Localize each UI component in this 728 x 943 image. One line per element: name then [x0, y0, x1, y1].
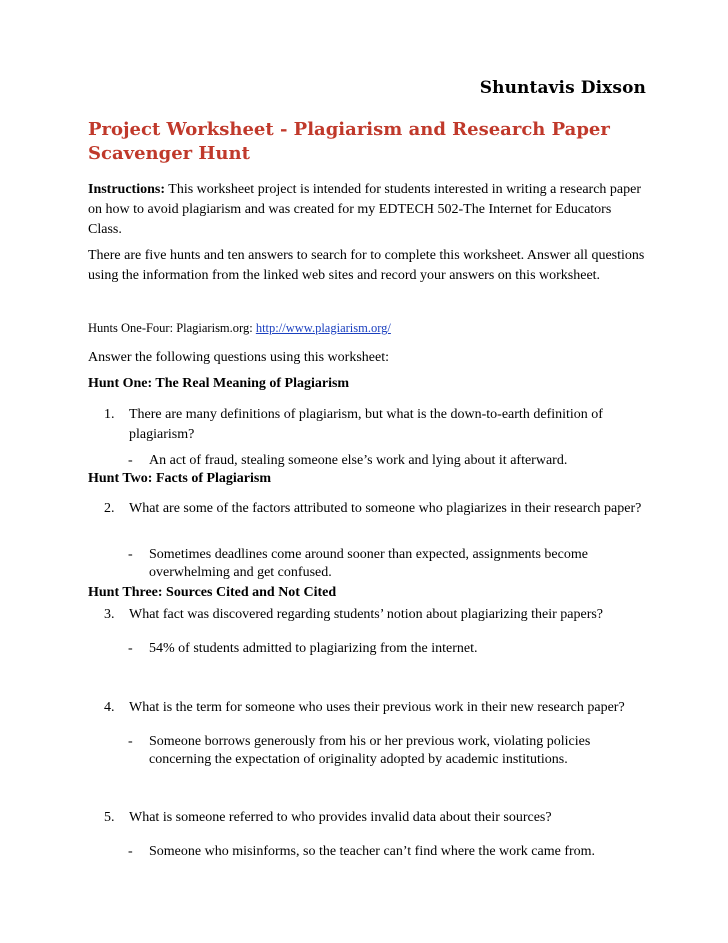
- bullet-dash: -: [128, 844, 133, 859]
- answer-text: 54% of students admitted to plagiarizing from the internet.: [149, 641, 478, 656]
- answer-text: An act of fraud, stealing someone else’s work and lying about it afterward.: [149, 453, 568, 468]
- intro-paragraph: There are five hunts and ten answers to search for to complete this worksheet. Answer all questions using the information from the linked web sites and record your answers on this worksheet.: [88, 248, 645, 283]
- hunt-two-heading: Hunt Two: Facts of Plagiarism: [88, 471, 272, 486]
- question-text: What fact was discovered regarding students’ notion about plagiarizing their papers?: [129, 607, 604, 622]
- answer-text: Someone who misinforms, so the teacher can’t find where the work came from.: [149, 844, 596, 859]
- question-number: 4.: [104, 700, 115, 715]
- question-number: 2.: [104, 501, 115, 516]
- bullet-dash: -: [128, 453, 133, 468]
- question-number: 1.: [104, 407, 115, 422]
- author-name: Shuntavis Dixson: [479, 78, 646, 98]
- bullet-dash: -: [128, 734, 133, 749]
- answer-prompt: Answer the following questions using this worksheet:: [88, 350, 389, 365]
- worksheet-title: Project Worksheet - Plagiarism and Research Paper Scavenger Hunt: [88, 119, 610, 164]
- question-number: 3.: [104, 607, 115, 622]
- bullet-dash: -: [128, 641, 133, 656]
- bullet-dash: -: [128, 547, 133, 562]
- instructions-paragraph: [88, 180, 648, 240]
- instructions-label: Instructions:: [88, 182, 166, 197]
- instructions-text: This worksheet project is intended for students interested in writing a research paper on how to avoid plagiarism and was created for my EDTECH 502-The Internet for Educators Class.: [88, 182, 642, 237]
- question-text: There are many definitions of plagiarism, but what is the down-to-earth definition of plagiarism?: [129, 407, 603, 442]
- hunts-source-label: Hunts One-Four: Plagiarism.org:: [88, 321, 256, 335]
- plagiarism-org-link[interactable]: http://www.plagiarism.org/: [255, 321, 391, 335]
- question-number: 5.: [104, 810, 115, 825]
- question-text: What are some of the factors attributed to someone who plagiarizes in their research paper?: [129, 501, 642, 516]
- hunt-three-heading: Hunt Three: Sources Cited and Not Cited: [88, 585, 337, 600]
- answer-text: Someone borrows generously from his or her previous work, violating policies concerning the expectation of originality adopted by academic institutions.: [149, 734, 591, 767]
- answer-text: Sometimes deadlines come around sooner than expected, assignments become overwhelming and get confused.: [149, 547, 588, 580]
- question-text: What is the term for someone who uses their previous work in their new research paper?: [129, 700, 625, 715]
- hunt-one-heading: Hunt One: The Real Meaning of Plagiarism: [88, 376, 350, 391]
- hunts-source-line: [88, 320, 391, 336]
- question-text: What is someone referred to who provides invalid data about their sources?: [129, 810, 552, 825]
